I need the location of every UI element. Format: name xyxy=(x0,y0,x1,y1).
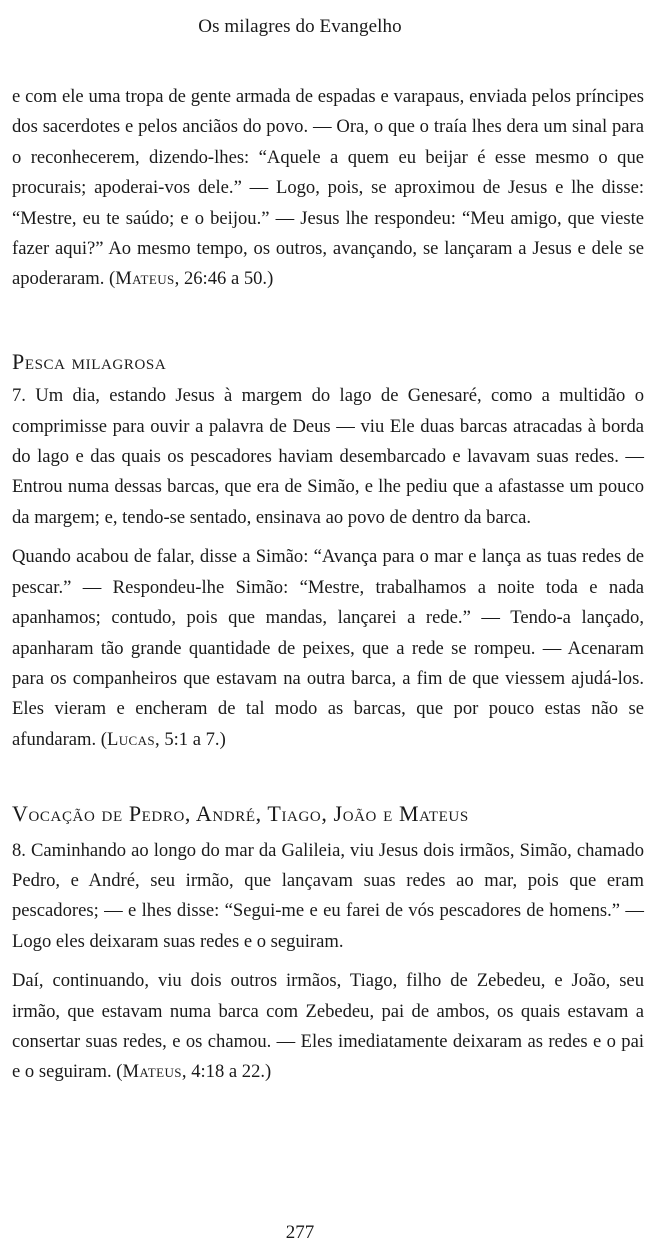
paragraph-text: e com ele uma tropa de gente armada de espadas e varapaus, enviada pelos príncipes dos sacerdotes e pelos anciãos do povo. — Ora, o que o traía lhes dera um sinal para o reconhecerem, dizendo-lhes: “Aquele a quem eu beijar é esse mesmo o que procurais; apoderai-vos dele.” — Logo, pois, se aproximou de Jesus e lhe disse: “Mestre, eu te saúdo; e o beijou.” — Jesus lhe respondeu: “Meu amigo, que vieste fazer aqui?” Ao mesmo tempo, os outros, avançando, se lançaram a Jesus e dele se apoderaram. ( xyxy=(12,86,644,290)
continuation-paragraph xyxy=(12,82,644,295)
reference-verses: , 5:1 a 7.) xyxy=(155,728,226,750)
reference-verses: , 4:18 a 22.) xyxy=(181,1061,272,1083)
paragraph-text: Quando acabou de falar, disse a Simão: “Avança para o mar e lança as tuas redes de pescar.” — Respondeu-lhe Simão: “Mestre, trabalhamos a noite toda e nada apanhamos; contudo, pois que mandas, lançarei a rede.” — Tendo-a lançado, apanharam tão grande quantidade de peixes, que a rede se rompeu. — Acenaram para os companheiros que estavam na outra barca, a fim de que viessem ajudá-los. Eles vieram e encheram de tal modo as barcas, que por pouco estas não se afundaram. ( xyxy=(12,546,644,750)
paragraph-7-continued xyxy=(12,542,644,755)
paragraph-8-continued xyxy=(12,966,644,1088)
paragraph-8 xyxy=(12,836,644,958)
reference-verses: , 26:46 a 50.) xyxy=(174,268,274,290)
paragraph-7 xyxy=(12,381,644,533)
paragraph-text: 8. Caminhando ao longo do mar da Galileia, viu Jesus dois irmãos, Simão, chamado Pedro, e André, seu irmão, que lançavam suas redes ao mar, pois que eram pescadores; — e lhes disse: “Segui-me e eu farei de vós pescadores de homens.” — Logo eles deixaram suas redes e o seguiram. xyxy=(12,839,644,952)
section-heading-pesca-milagrosa: Pesca milagrosa xyxy=(12,348,167,374)
paragraph-text: 7. Um dia, estando Jesus à margem do lago de Genesaré, como a multidão o comprimisse para ouvir a palavra de Deus — viu Ele duas barcas atracadas à borda do lago e das quais os pescadores haviam desembarcado e lavavam suas redes. — Entrou numa dessas barcas, que era de Simão, e lhe pediu que a afastasse um pouco da margem; e, tendo-se sentado, ensinava ao povo de dentro da barca. xyxy=(12,385,644,528)
section-heading-vocacao: Vocação de Pedro, André, Tiago, João e Mateus xyxy=(12,801,469,827)
scripture-reference: Mateus xyxy=(122,1061,182,1083)
page-body xyxy=(12,82,644,1097)
paragraph-text: Daí, continuando, viu dois outros irmãos, Tiago, filho de Zebedeu, e João, seu irmão, que estavam numa barca com Zebedeu, pai de ambos, os quais estavam a consertar suas redes, e os chamou. — Eles imediatamente deixaram as redes e o pai e o seguiram. ( xyxy=(12,970,644,1083)
scripture-reference: Lucas xyxy=(106,728,156,750)
scripture-reference: Mateus xyxy=(115,268,175,290)
page-number: 277 xyxy=(285,1222,315,1243)
running-head: Os milagres do Evangelho xyxy=(198,16,402,37)
